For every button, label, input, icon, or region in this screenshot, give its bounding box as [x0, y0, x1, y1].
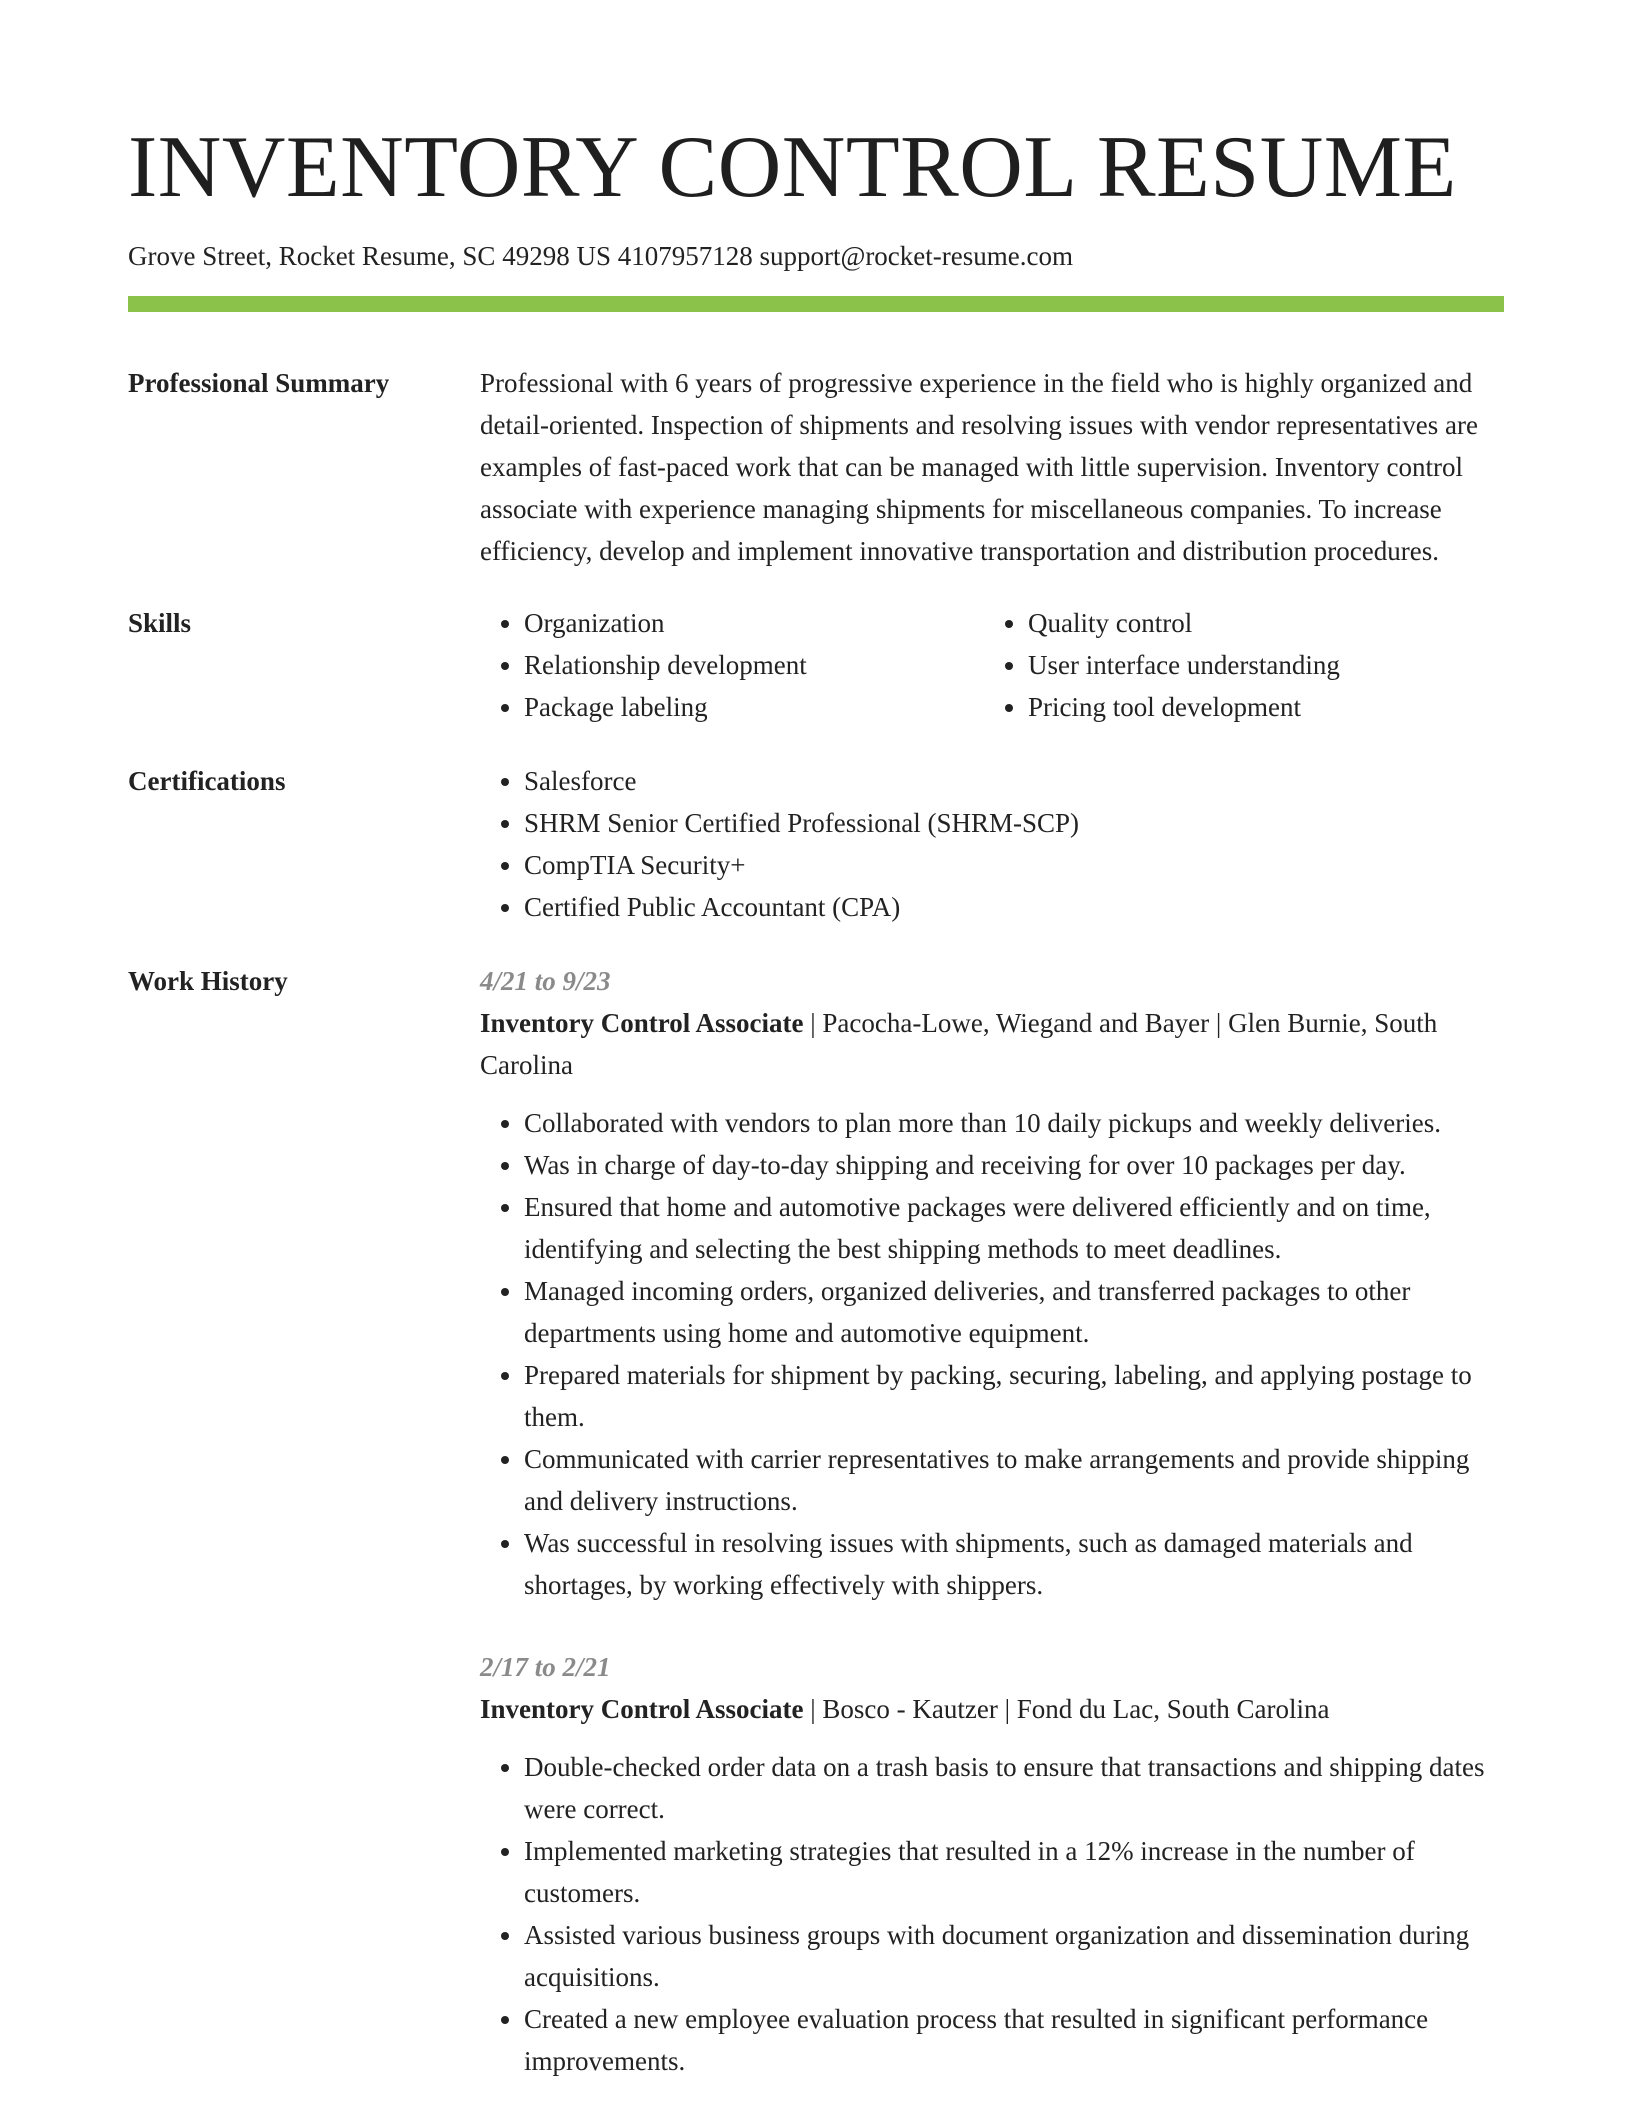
resume-title: INVENTORY CONTROL RESUME	[128, 119, 1457, 216]
summary-text: Professional with 6 years of progressive experience in the field who is highly organized and detail-oriented. Inspection of shipments and resolving issues with vendor representatives are examples of fast-paced work that can be managed with little supervision. Inventory control associate with experience managing shipments for miscellaneous companies. To increase efficiency, develop and implement innovative transportation and distribution procedures.	[480, 368, 1478, 566]
certification-item: • CompTIA Security+	[524, 844, 1504, 886]
job-bullet: • Implemented marketing strategies that resulted in a 12% increase in the number of customers.	[524, 1830, 1504, 1914]
job-entry	[480, 1646, 1504, 2082]
job-dates: 4/21 to 9/23	[480, 966, 611, 996]
job-bullet: • Communicated with carrier representatives to make arrangements and provide shipping and delivery instructions.	[524, 1438, 1504, 1522]
job-bullets	[480, 1102, 1504, 1606]
header-divider	[128, 296, 1504, 312]
job-bullet: • Double-checked order data on a trash basis to ensure that transactions and shipping dates were correct.	[524, 1746, 1504, 1830]
skill-item: • Pricing tool development	[1028, 686, 1488, 728]
contact-line: Grove Street, Rocket Resume, SC 49298 US 4107957128 support@rocket-resume.com	[128, 241, 1073, 271]
job-dates: 2/17 to 2/21	[480, 1652, 611, 1682]
job-details: | Pacocha-Lowe, Wiegand and Bayer | Glen Burnie, South Carolina	[480, 1008, 1438, 1080]
job-bullet: • Collaborated with vendors to plan more than 10 daily pickups and weekly deliveries.	[524, 1102, 1504, 1144]
skills-grid	[480, 602, 1504, 728]
certifications-list	[480, 760, 1504, 928]
job-bullet: • Created a new employee evaluation process that resulted in significant performance improvements.	[524, 1998, 1504, 2082]
work-history-list	[480, 960, 1504, 2082]
skills-column-left	[480, 602, 984, 728]
work-history-section	[128, 960, 1504, 2082]
summary-section	[128, 362, 1504, 572]
job-title: Inventory Control Associate	[480, 1008, 804, 1038]
job-bullet: • Prepared materials for shipment by packing, securing, labeling, and applying postage to them.	[524, 1354, 1504, 1438]
skills-column-right	[984, 602, 1488, 728]
skill-item: • Organization	[524, 602, 984, 644]
skill-item: • Quality control	[1028, 602, 1488, 644]
job-entry	[480, 960, 1504, 1606]
certifications-section	[128, 760, 1504, 928]
job-bullet: • Assisted various business groups with document organization and dissemination during acquisitions.	[524, 1914, 1504, 1998]
summary-label: Professional Summary	[128, 368, 390, 398]
job-bullet: • Was in charge of day-to-day shipping and receiving for over 10 packages per day.	[524, 1144, 1504, 1186]
job-details: | Bosco - Kautzer | Fond du Lac, South Carolina	[803, 1694, 1330, 1724]
skill-item: • Relationship development	[524, 644, 984, 686]
job-heading	[480, 1688, 1504, 1730]
certification-item: • Salesforce	[524, 760, 1504, 802]
skill-item: • User interface understanding	[1028, 644, 1488, 686]
work-history-label: Work History	[128, 966, 288, 996]
certification-item: • SHRM Senior Certified Professional (SHRM-SCP)	[524, 802, 1504, 844]
certification-item: • Certified Public Accountant (CPA)	[524, 886, 1504, 928]
skill-item: • Package labeling	[524, 686, 984, 728]
job-title: Inventory Control Associate	[480, 1694, 804, 1724]
job-bullet: • Was successful in resolving issues with shipments, such as damaged materials and shortages, by working effectively with shippers.	[524, 1522, 1504, 1606]
job-bullet: • Ensured that home and automotive packages were delivered efficiently and on time, identifying and selecting the best shipping methods to meet deadlines.	[524, 1186, 1504, 1270]
job-bullet: • Managed incoming orders, organized deliveries, and transferred packages to other departments using home and automotive equipment.	[524, 1270, 1504, 1354]
job-bullets	[480, 1746, 1504, 2082]
skills-section	[128, 602, 1504, 728]
job-heading	[480, 1002, 1504, 1086]
certifications-label: Certifications	[128, 766, 286, 796]
skills-label: Skills	[128, 608, 192, 638]
